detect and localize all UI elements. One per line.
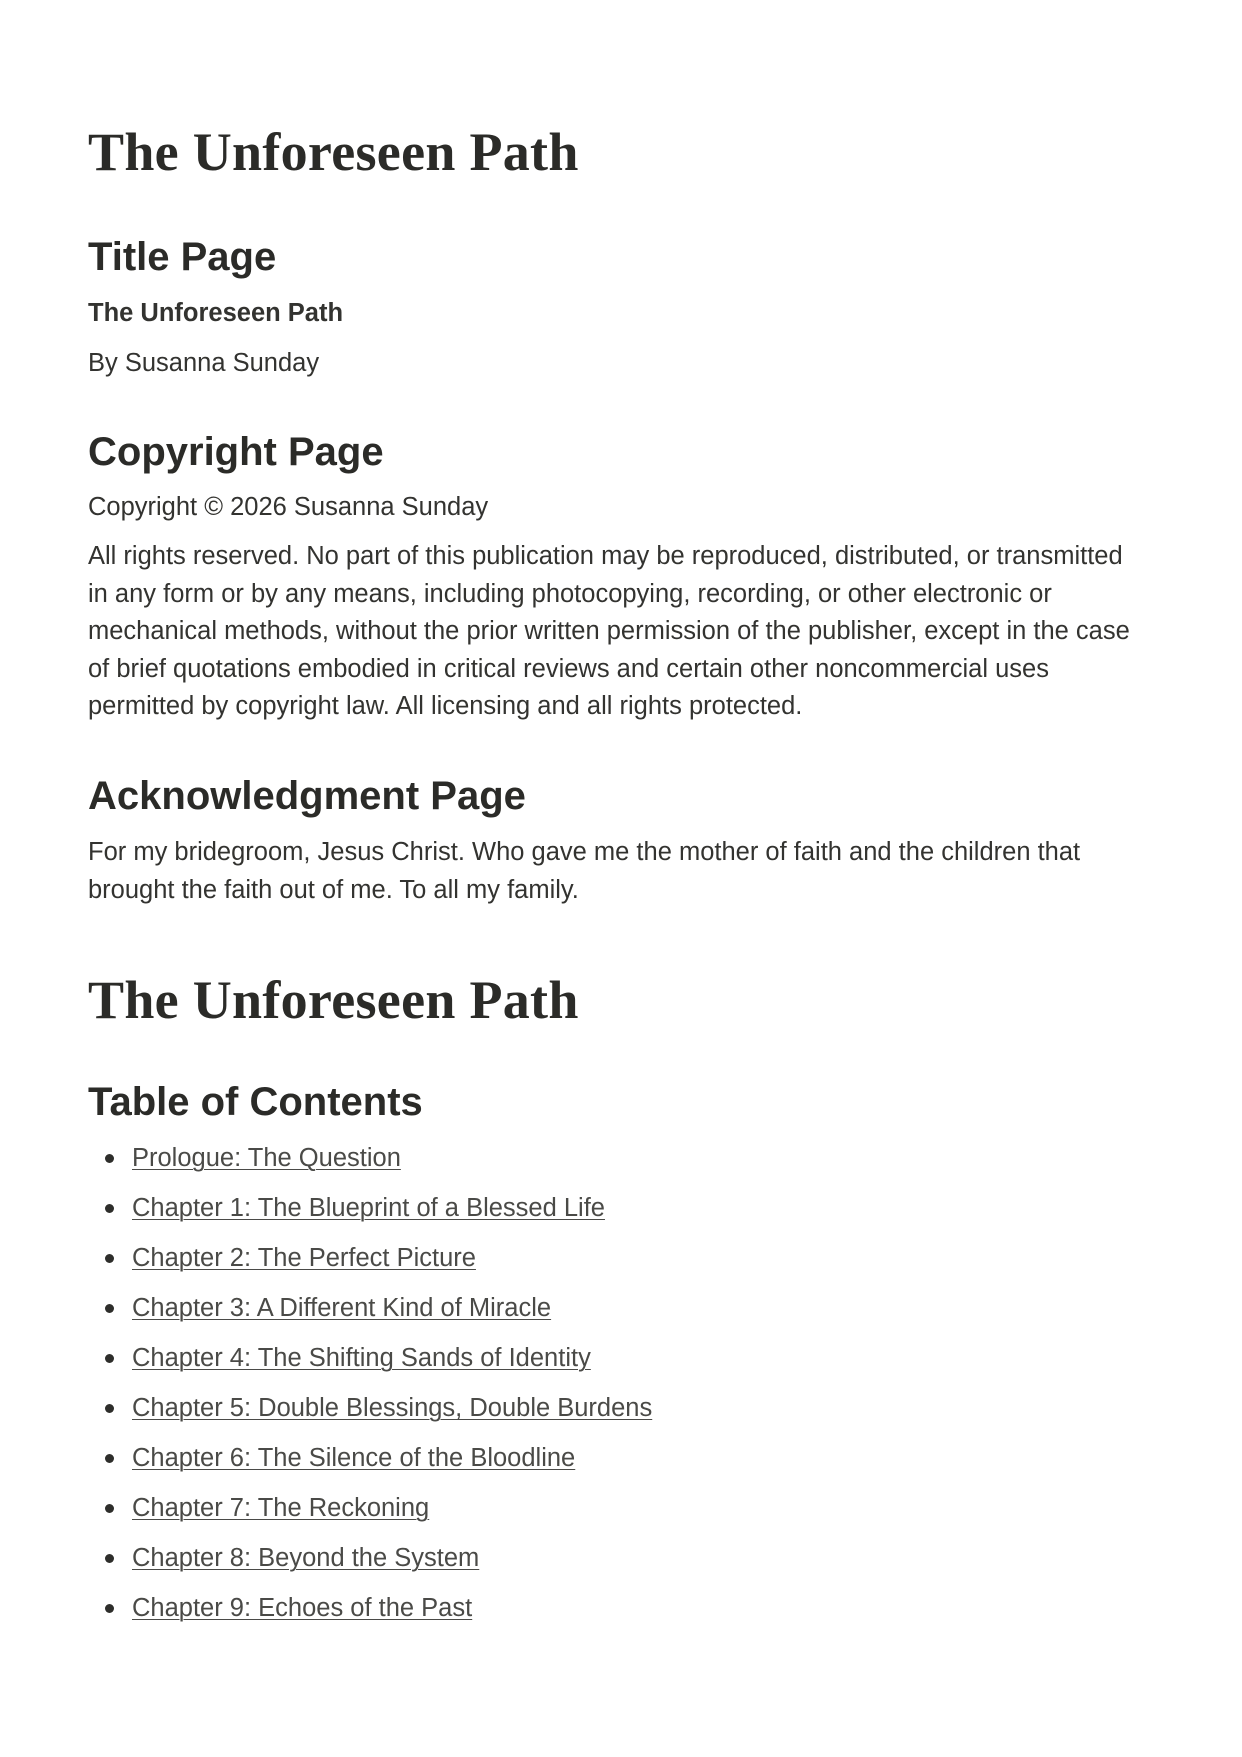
toc-list bbox=[88, 1140, 652, 1640]
toc-heading: Table of Contents bbox=[88, 1080, 423, 1124]
bullet-icon bbox=[105, 1204, 114, 1213]
bullet-icon bbox=[105, 1304, 114, 1313]
title-page-byline: By Susanna Sunday bbox=[88, 349, 320, 377]
toc-item bbox=[88, 1140, 652, 1190]
toc-item bbox=[88, 1490, 652, 1540]
toc-item bbox=[88, 1240, 652, 1290]
toc-link-chapter-3[interactable]: Chapter 3: A Different Kind of Miracle bbox=[132, 1294, 552, 1322]
bullet-icon bbox=[105, 1354, 114, 1363]
toc-link-chapter-5[interactable]: Chapter 5: Double Blessings, Double Burdens bbox=[132, 1394, 653, 1422]
toc-item bbox=[88, 1290, 652, 1340]
copyright-notice: Copyright © 2026 Susanna Sunday bbox=[88, 493, 489, 521]
bullet-icon bbox=[105, 1454, 114, 1463]
book-title: The Unforeseen Path bbox=[88, 122, 579, 182]
title-page-title: The Unforeseen Path bbox=[88, 299, 344, 327]
bullet-icon bbox=[105, 1404, 114, 1413]
acknowledgment-page-heading: Acknowledgment Page bbox=[88, 774, 526, 818]
toc-item bbox=[88, 1190, 652, 1240]
toc-link-chapter-8[interactable]: Chapter 8: Beyond the System bbox=[132, 1544, 480, 1572]
toc-link-chapter-7[interactable]: Chapter 7: The Reckoning bbox=[132, 1494, 430, 1522]
bullet-icon bbox=[105, 1154, 114, 1163]
acknowledgment-body: For my bridegroom, Jesus Christ. Who gave me the mother of faith and the children that brought the faith out of me. To all my family. bbox=[88, 838, 1081, 904]
toc-link-chapter-9[interactable]: Chapter 9: Echoes of the Past bbox=[132, 1594, 473, 1622]
toc-item bbox=[88, 1390, 652, 1440]
toc-link-chapter-4[interactable]: Chapter 4: The Shifting Sands of Identity bbox=[132, 1344, 591, 1372]
title-page-heading: Title Page bbox=[88, 235, 277, 279]
bullet-icon bbox=[105, 1254, 114, 1263]
toc-item bbox=[88, 1340, 652, 1390]
copyright-body: All rights reserved. No part of this publication may be reproduced, distributed, or transmitted in any form or by any means, including photocopying, recording, or other electronic or mechanical methods, without the prior written permission of the publisher, except in the case of brief quotations embodied in critical reviews and certain other noncommercial uses permitted by copyright law. All licensing and all rights protected. bbox=[88, 542, 1130, 720]
toc-link-chapter-1[interactable]: Chapter 1: The Blueprint of a Blessed Life bbox=[132, 1194, 605, 1222]
toc-link-chapter-6[interactable]: Chapter 6: The Silence of the Bloodline bbox=[132, 1444, 576, 1472]
toc-link-chapter-2[interactable]: Chapter 2: The Perfect Picture bbox=[132, 1244, 476, 1272]
toc-item bbox=[88, 1540, 652, 1590]
bullet-icon bbox=[105, 1504, 114, 1513]
bullet-icon bbox=[105, 1554, 114, 1563]
toc-item bbox=[88, 1440, 652, 1490]
toc-item bbox=[88, 1590, 652, 1640]
toc-link-prologue[interactable]: Prologue: The Question bbox=[132, 1144, 401, 1172]
bullet-icon bbox=[105, 1604, 114, 1613]
book-title-repeat: The Unforeseen Path bbox=[88, 970, 579, 1030]
copyright-page-heading: Copyright Page bbox=[88, 430, 384, 474]
